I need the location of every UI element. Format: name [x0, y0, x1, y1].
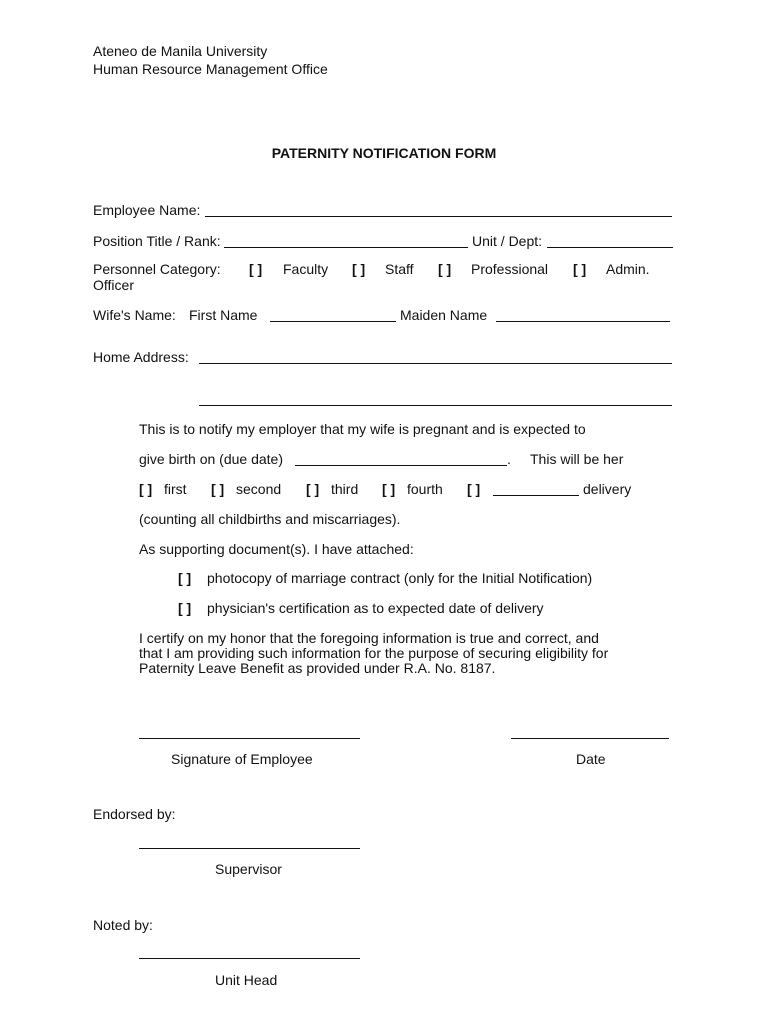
employee-signature-field[interactable]: [139, 738, 360, 739]
staff-label: Staff: [385, 261, 414, 277]
marriage-contract-checkbox[interactable]: [ ]: [178, 570, 192, 586]
other-delivery-field[interactable]: [493, 495, 579, 496]
first-checkbox[interactable]: [ ]: [139, 481, 153, 497]
wife-name-label: Wife's Name:: [93, 307, 176, 323]
due-date-field[interactable]: [295, 465, 507, 466]
supervisor-signature-field[interactable]: [139, 848, 360, 849]
professional-label: Professional: [471, 261, 549, 277]
delivery-label: delivery: [583, 481, 632, 497]
university-name: Ateneo de Manila University: [93, 43, 268, 59]
physician-cert-label: physician's certification as to expected date of delivery: [207, 600, 544, 616]
certify-text-line3: Paternity Leave Benefit as provided under R.A. No. 8187.: [139, 660, 496, 676]
office-name: Human Resource Management Office: [93, 61, 328, 77]
endorsed-by-label: Endorsed by:: [93, 806, 176, 822]
unit-dept-label: Unit / Dept:: [472, 233, 543, 249]
supervisor-label: Supervisor: [215, 861, 282, 877]
professional-checkbox[interactable]: [ ]: [438, 261, 452, 277]
admin-officer-checkbox[interactable]: [ ]: [573, 261, 587, 277]
home-address-field-2[interactable]: [199, 405, 672, 406]
faculty-label: Faculty: [283, 261, 329, 277]
unit-dept-field[interactable]: [547, 247, 673, 248]
first-label: first: [164, 481, 187, 497]
will-be-her-text: This will be her: [530, 451, 624, 467]
home-address-label: Home Address:: [93, 349, 189, 365]
due-date-period: .: [507, 451, 511, 467]
form-title: PATERNITY NOTIFICATION FORM: [271, 145, 497, 161]
signature-date-field[interactable]: [511, 738, 669, 739]
fourth-label: fourth: [407, 481, 443, 497]
supporting-docs-text: As supporting document(s). I have attached:: [139, 541, 414, 557]
staff-checkbox[interactable]: [ ]: [352, 261, 366, 277]
third-label: third: [331, 481, 359, 497]
first-name-field[interactable]: [270, 321, 396, 322]
certify-text-line1: I certify on my honor that the foregoing information is true and correct, and: [139, 630, 599, 646]
third-checkbox[interactable]: [ ]: [306, 481, 320, 497]
second-label: second: [236, 481, 282, 497]
marriage-contract-label: photocopy of marriage contract (only for the Initial Notification): [207, 570, 593, 586]
unit-head-label: Unit Head: [215, 972, 278, 988]
personnel-category-label: Personnel Category:: [93, 261, 221, 277]
signature-employee-label: Signature of Employee: [171, 751, 313, 767]
notify-text-line2: give birth on (due date): [139, 451, 283, 467]
fourth-checkbox[interactable]: [ ]: [382, 481, 396, 497]
second-checkbox[interactable]: [ ]: [211, 481, 225, 497]
other-checkbox[interactable]: [ ]: [467, 481, 481, 497]
officer-label: Officer: [93, 277, 134, 293]
notify-text-line1: This is to notify my employer that my wife is pregnant and is expected to: [139, 421, 586, 437]
certify-text-line2: that I am providing such information for the purpose of securing eligibility for: [139, 645, 609, 661]
employee-name-field[interactable]: [205, 216, 672, 217]
date-label: Date: [576, 751, 606, 767]
faculty-checkbox[interactable]: [ ]: [249, 261, 263, 277]
position-title-field[interactable]: [224, 247, 468, 248]
counting-text: (counting all childbirths and miscarriages).: [139, 511, 401, 527]
physician-cert-checkbox[interactable]: [ ]: [178, 600, 192, 616]
maiden-name-label: Maiden Name: [400, 307, 488, 323]
employee-name-label: Employee Name:: [93, 202, 201, 218]
position-title-label: Position Title / Rank:: [93, 233, 221, 249]
maiden-name-field[interactable]: [496, 321, 670, 322]
first-name-label: First Name: [189, 307, 258, 323]
noted-by-label: Noted by:: [93, 917, 153, 933]
home-address-field-1[interactable]: [199, 363, 672, 364]
admin-label: Admin.: [606, 261, 650, 277]
unit-head-signature-field[interactable]: [139, 958, 360, 959]
